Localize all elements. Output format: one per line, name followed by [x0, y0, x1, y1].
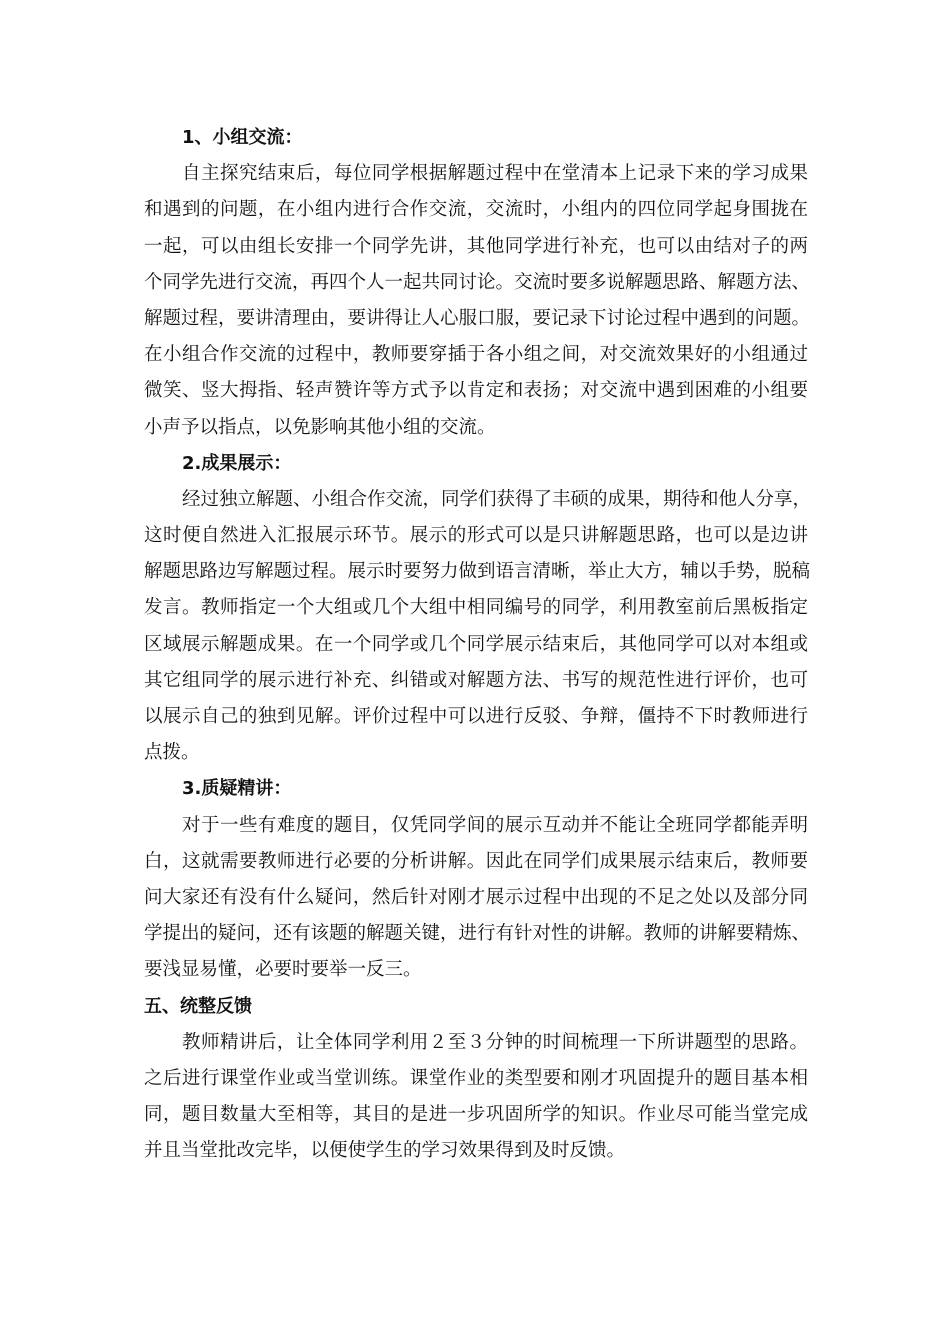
- paragraph-line: 同，题目数量大至相等，其目的是进一步巩固所学的知识。作业尽可能当堂完成: [144, 1104, 808, 1126]
- section-heading: 2.成果展示：: [182, 452, 292, 474]
- paragraph-line: 自主探究结束后，每位同学根据解题过程中在堂清本上记录下来的学习成果: [182, 163, 808, 185]
- paragraph-line: 经过独立解题、小组合作交流，同学们获得了丰硕的成果，期待和他人分享，: [182, 488, 812, 510]
- paragraph-line: 这时便自然进入汇报展示环节。展示的形式可以是只讲解题思路，也可以是边讲: [144, 525, 808, 547]
- section-heading: 五、统整反馈: [144, 995, 252, 1017]
- paragraph-line: 并且当堂批改完毕，以便使学生的学习效果得到及时反馈。: [144, 1140, 626, 1162]
- section-group-discussion: [144, 120, 811, 446]
- paragraph-line: 之后进行课堂作业或当堂训练。课堂作业的类型要和刚才巩固提升的题目基本相: [144, 1067, 808, 1089]
- paragraph-line: 要浅显易懂，必要时要举一反三。: [144, 959, 422, 981]
- paragraph-line: 发言。教师指定一个大组或几个大组中相同编号的同学，利用教室前后黑板指定: [144, 597, 808, 619]
- paragraph-line: 区域展示解题成果。在一个同学或几个同学展示结束后，其他同学可以对本组或: [144, 633, 808, 655]
- paragraph-line: 微笑、竖大拇指、轻声赞许等方式予以肯定和表扬；对交流中遇到困难的小组要: [144, 380, 808, 402]
- paragraph-line: 对于一些有难度的题目，仅凭同学间的展示互动并不能让全班同学都能弄明: [182, 814, 808, 836]
- section-heading: 3.质疑精讲：: [182, 778, 292, 800]
- paragraph-line: 教师精讲后，让全体同学利用２至３分钟的时间梳理一下所讲题型的思路。: [182, 1031, 808, 1053]
- paragraph-line: 个同学先进行交流，再四个人一起共同讨论。交流时要多说解题思路、解题方法、: [144, 271, 811, 293]
- paragraph-line: 小声予以指点，以免影响其他小组的交流。: [144, 416, 496, 438]
- paragraph-line: 学提出的疑问，还有该题的解题关键，进行有针对性的讲解。教师的讲解要精炼、: [144, 923, 811, 945]
- section-questioning-explanation: [144, 771, 811, 988]
- paragraph-line: 以展示自己的独到见解。评价过程中可以进行反驳、争辩，僵持不下时教师进行: [144, 706, 808, 727]
- paragraph-line: 问大家还有没有什么疑问，然后针对刚才展示过程中出现的不足之处以及部分同: [144, 886, 808, 908]
- section-integrated-feedback: [144, 989, 808, 1170]
- section-heading: 1、小组交流：: [182, 127, 303, 148]
- paragraph-line: 点拨。: [144, 742, 200, 764]
- paragraph-line: 解题过程，要讲清理由，要讲得让人心服口服，要记录下讨论过程中遇到的问题。: [144, 307, 811, 329]
- section-results-display: [144, 446, 812, 772]
- paragraph-line: 白，这就需要教师进行必要的分析讲解。因此在同学们成果展示结束后，教师要: [144, 850, 808, 872]
- paragraph-line: 解题思路边写解题过程。展示时要努力做到语言清晰，举止大方，辅以手势，脱稿: [144, 561, 811, 583]
- document-page: [144, 120, 812, 1169]
- paragraph-line: 和遇到的问题，在小组内进行合作交流，交流时，小组内的四位同学起身围拢在: [144, 199, 808, 221]
- paragraph-line: 其它组同学的展示进行补充、纠错或对解题方法、书写的规范性进行评价，也可: [144, 669, 808, 691]
- paragraph-line: 在小组合作交流的过程中，教师要穿插于各小组之间，对交流效果好的小组通过: [144, 344, 808, 366]
- paragraph-line: 一起，可以由组长安排一个同学先讲，其他同学进行补充，也可以由结对子的两: [144, 235, 808, 257]
